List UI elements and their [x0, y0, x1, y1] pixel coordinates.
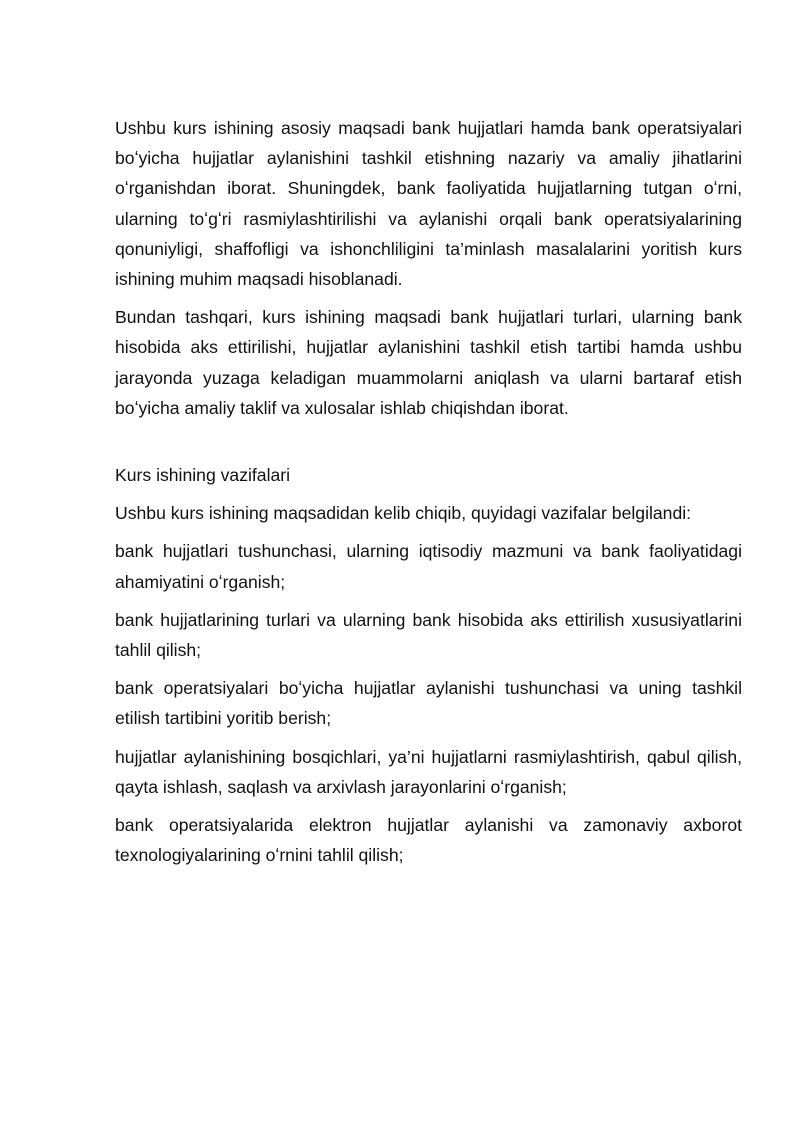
task-item: bank hujjatlari tushunchasi, ularning iqtisodiy mazmuni va bank faoliyatidagi ahamiyatini oʻrganish;	[115, 541, 742, 592]
section-heading: Kurs ishining vazifalari	[115, 465, 291, 486]
document-page	[115, 113, 742, 870]
task-item: bank hujjatlarining turlari va ularning bank hisobida aks ettirilish xususiyatlarini tahlil qilish;	[115, 609, 742, 661]
tasks-intro: Ushbu kurs ishining maqsadidan kelib chiqib, quyidagi vazifalar belgilandi:	[115, 503, 692, 524]
paragraph-goal: Ushbu kurs ishining asosiy maqsadi bank hujjatlari hamda bank operatsiyalari boʻyicha hujjatlar aylanishini tashkil etishning nazariy va amaliy jihatlarini oʻrganishdan iborat. Shuningdek, bank faoliyatida hujjatlarning tutgan oʻrni, ularning toʻgʻri rasmiylashtirilishi va aylanishi orqali bank operatsiyalarining qonuniyligi, shaffofligi va ishonchliligini ta’minlash masalalarini yoritish kurs ishining muhim maqsadi hisoblanadi.	[115, 118, 742, 290]
task-item: bank operatsiyalari boʻyicha hujjatlar aylanishi tushunchasi va uning tashkil etilish tartibini yoritib berish;	[115, 678, 742, 729]
task-item: bank operatsiyalarida elektron hujjatlar aylanishi va zamonaviy axborot texnologiyalarining oʻrnini tahlil qilish;	[115, 815, 742, 866]
task-item: hujjatlar aylanishining bosqichlari, ya’ni hujjatlarni rasmiylashtirish, qabul qilish, qayta ishlash, saqlash va arxivlash jarayonlarini oʻrganish;	[115, 746, 742, 797]
paragraph-goal-additional: Bundan tashqari, kurs ishining maqsadi bank hujjatlari turlari, ularning bank hisobida aks ettirilishi, hujjatlar aylanishini tashkil etish tartibi hamda ushbu jarayonda yuzaga keladigan muammolarni aniqlash va ularni bartaraf etish boʻyicha amaliy taklif va xulosalar ishlab chiqishdan iborat.	[115, 307, 742, 418]
